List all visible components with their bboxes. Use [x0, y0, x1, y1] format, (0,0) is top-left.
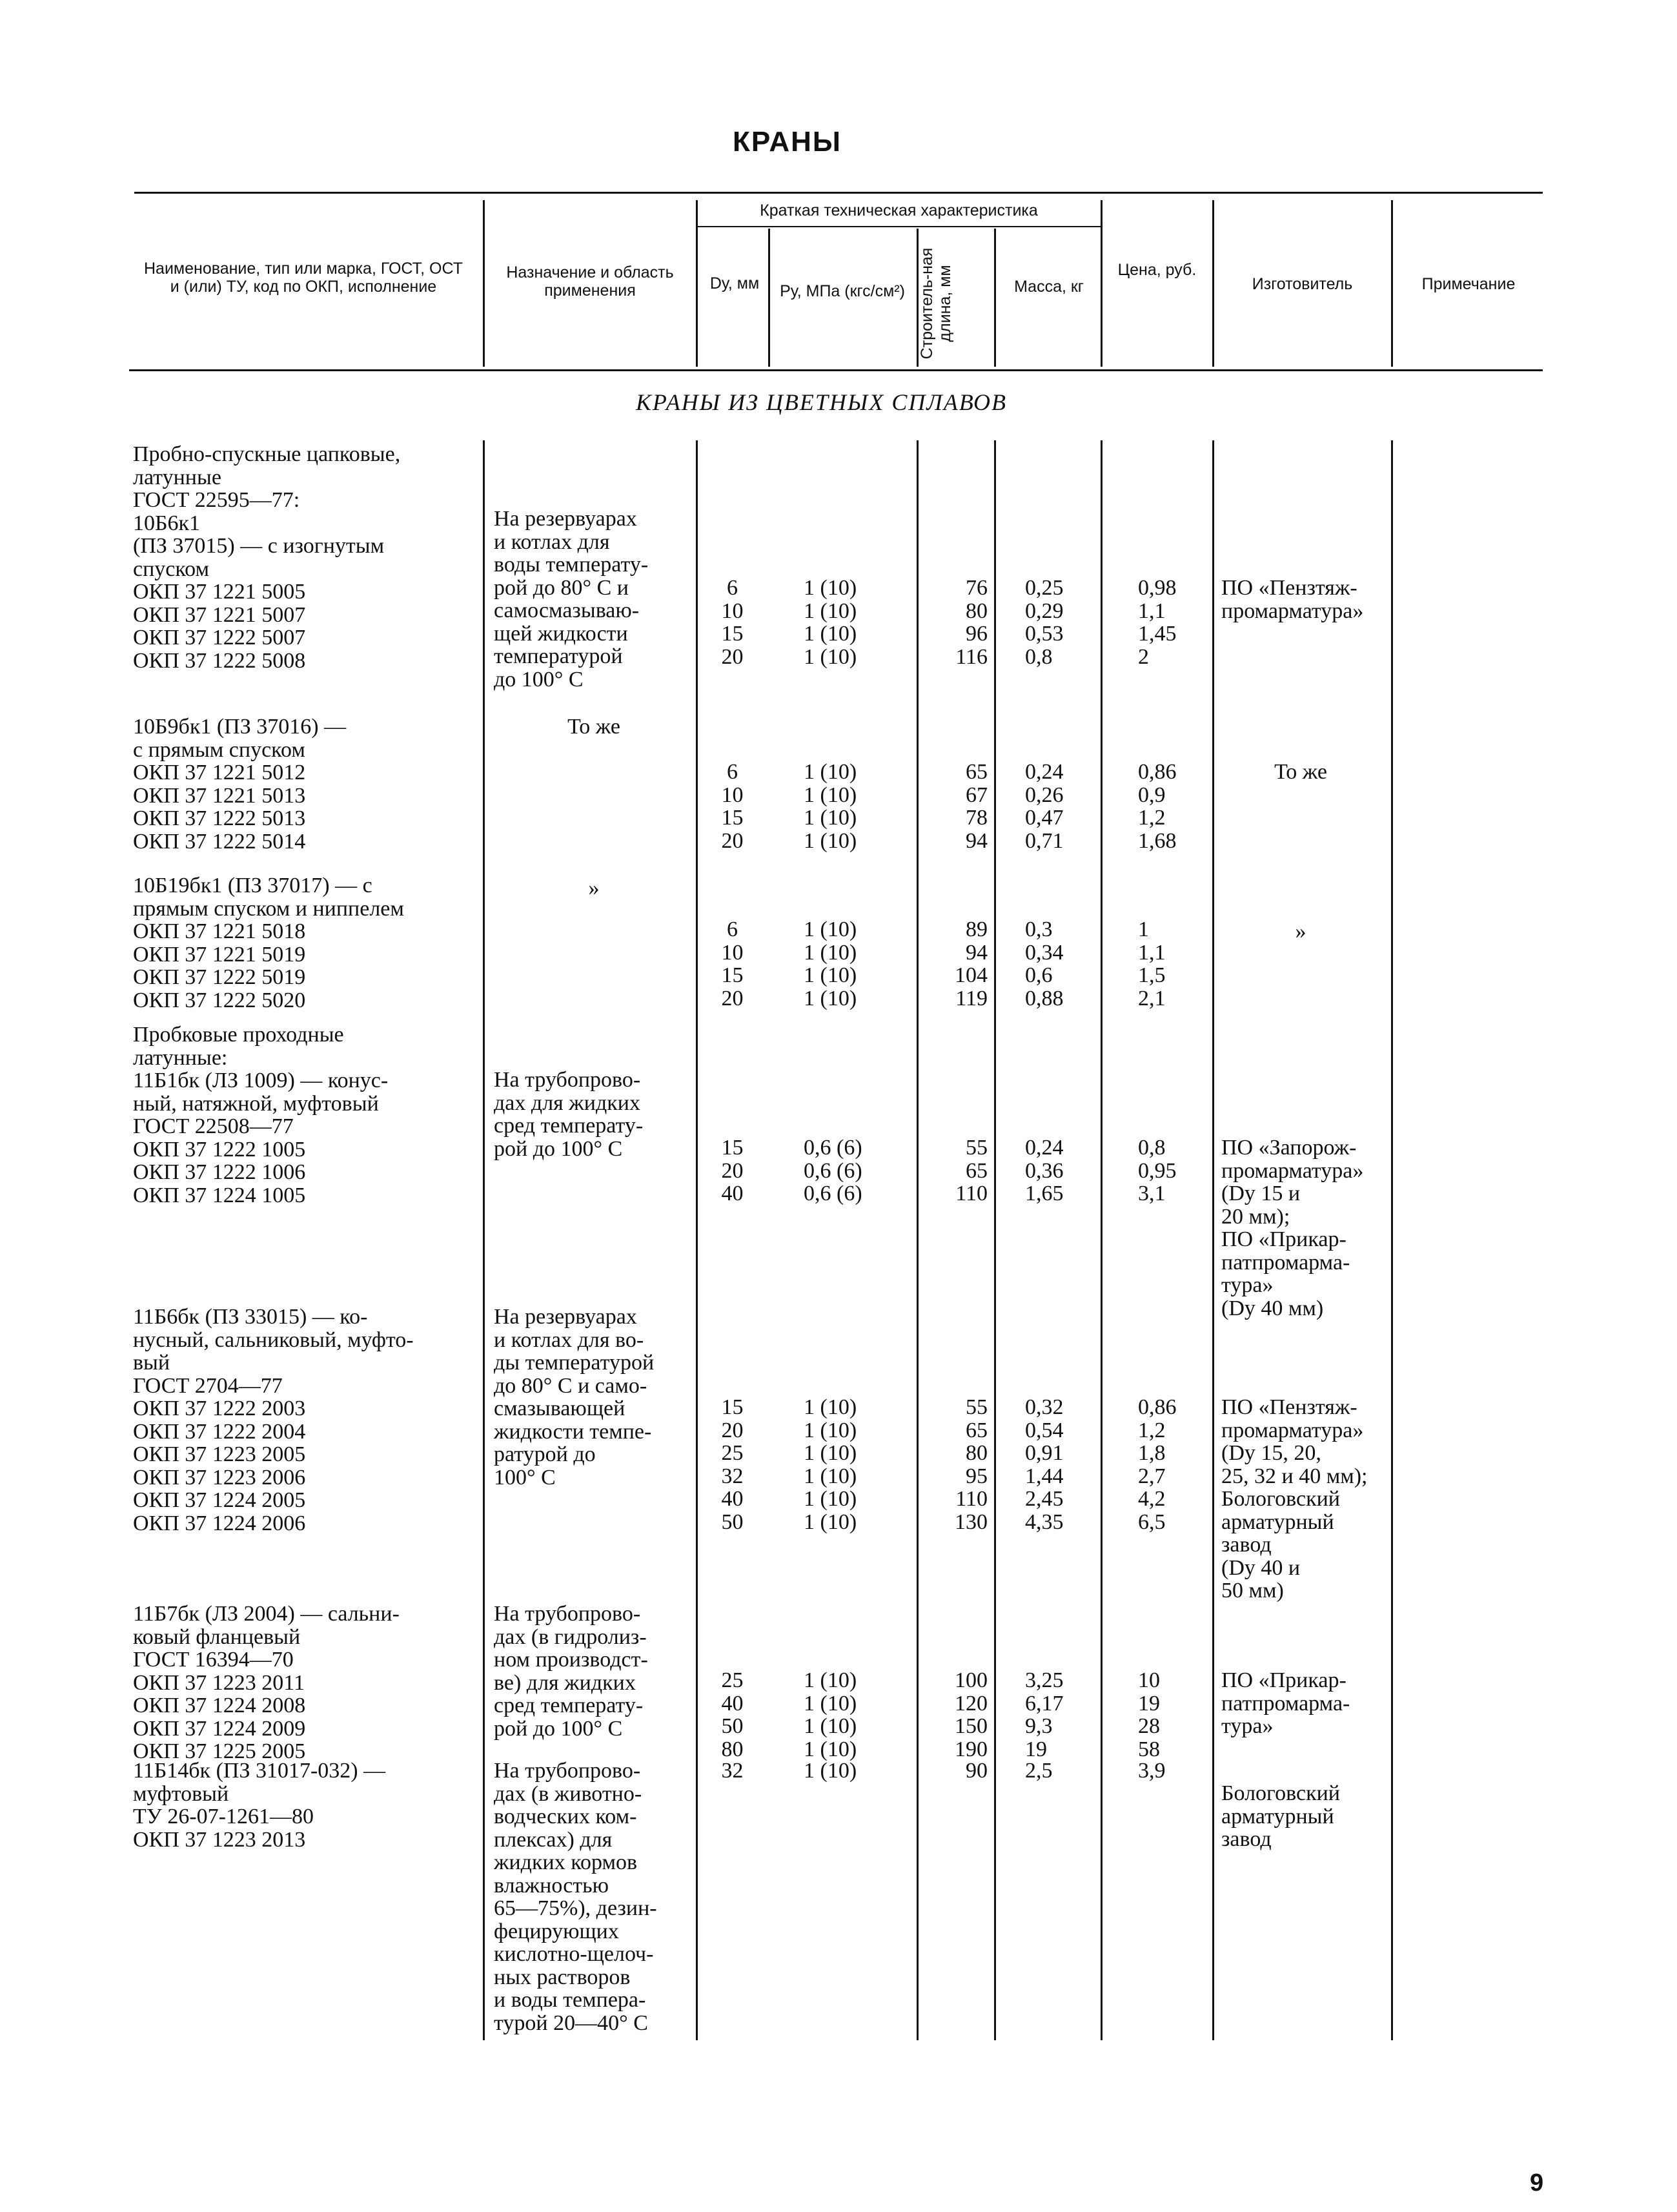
row-dn: 32	[721, 1759, 744, 1783]
row-price: 1 1,1 1,5 2,1	[1138, 917, 1166, 1010]
header-purpose: Назначение и область применения	[506, 263, 674, 300]
header-divider	[1101, 200, 1103, 367]
body-divider	[1101, 440, 1103, 2040]
header-name: Наименование, тип или марка, ГОСТ, ОСТ и (или) ТУ, код по ОКП, исполнение	[144, 260, 463, 296]
header-pn: Pу, МПа (кгс/см²)	[780, 282, 905, 300]
row-price: 3,9	[1138, 1759, 1166, 1783]
header-price: Цена, руб.	[1117, 261, 1197, 279]
row-mass: 2,5	[1025, 1759, 1053, 1783]
page-title: КРАНЫ	[733, 126, 842, 158]
row-mass: 0,24 0,36 1,65	[1025, 1136, 1064, 1205]
row-dn: 15 20 40	[721, 1136, 744, 1205]
row-pn: 1 (10)	[804, 1759, 857, 1783]
spec-group-rule	[697, 226, 1101, 227]
row-purpose: На трубопрово- дах (в гидролиз- ном производст- ве) для жидких сред температу- рой до 100° С	[494, 1602, 648, 1741]
row-length: 90	[966, 1759, 988, 1783]
row-maker: Бологовский арматурный завод	[1221, 1781, 1340, 1851]
row-maker: ПО «Запорож- промарматура» (Dу 15 и 20 мм); ПО «Прикар- патпромарма- тура» (Dу 40 мм)	[1221, 1136, 1364, 1320]
row-name: 10Б9бк1 (ПЗ 37016) — с прямым спуском ОКП 37 1221 5012 ОКП 37 1221 5013 ОКП 37 1222 5013 ОКП 37 1222 5014	[133, 715, 347, 854]
row-length: 55 65 110	[955, 1136, 988, 1205]
header-divider	[696, 200, 698, 367]
header-top-rule	[134, 192, 1543, 194]
header-divider	[1212, 200, 1214, 367]
row-pn: 1 (10) 1 (10) 1 (10) 1 (10)	[804, 760, 857, 853]
section-title: КРАНЫ ИЗ ЦВЕТНЫХ СПЛАВОВ	[636, 389, 1007, 415]
row-mass: 3,25 6,17 9,3 19	[1025, 1668, 1064, 1761]
body-divider	[994, 440, 996, 2040]
header-divider	[483, 200, 485, 367]
row-maker: ПО «Пензтяж- промарматура»	[1221, 576, 1364, 623]
row-mass: 0,24 0,26 0,47 0,71	[1025, 760, 1064, 853]
header-divider	[994, 229, 996, 367]
body-divider	[1212, 440, 1214, 2040]
row-name: 11Б7бк (ЛЗ 2004) — сальни- ковый фланцевый ГОСТ 16394—70 ОКП 37 1223 2011 ОКП 37 1224 2008 ОКП 37 1224 2009 ОКП 37 1225 2005	[133, 1602, 400, 1763]
header-divider	[768, 229, 770, 367]
row-mass: 0,32 0,54 0,91 1,44 2,45 4,35	[1025, 1395, 1064, 1534]
row-maker: »	[1295, 919, 1306, 943]
row-pn: 1 (10) 1 (10) 1 (10) 1 (10) 1 (10) 1 (10)	[804, 1395, 857, 1534]
row-purpose: На трубопрово- дах (в животно- водческих ком- плексах) для жидких кормов влажностью 65—75%), дезин- фецирующих кислотно-щелоч- ных растворов и воды темпера- турой 20—40° С	[494, 1759, 657, 2035]
body-divider	[917, 440, 919, 2040]
row-length: 65 67 78 94	[966, 760, 988, 853]
row-price: 0,98 1,1 1,45 2	[1138, 576, 1177, 669]
row-dn: 6 10 15 20	[721, 576, 744, 669]
row-name: Пробковые проходные латунные: 11Б1бк (ЛЗ 1009) — конус- ный, натяжной, муфтовый ГОСТ 22508—77 ОКП 37 1222 1005 ОКП 37 1222 1006 ОКП 37 1224 1005	[133, 1023, 389, 1207]
row-pn: 1 (10) 1 (10) 1 (10) 1 (10)	[804, 576, 857, 669]
row-pn: 0,6 (6) 0,6 (6) 0,6 (6)	[804, 1136, 862, 1205]
header-dn: Dу, мм	[709, 274, 760, 292]
row-name: 10Б19бк1 (ПЗ 37017) — с прямым спуском и ниппелем ОКП 37 1221 5018 ОКП 37 1221 5019 ОКП 37 1222 5019 ОКП 37 1222 5020	[133, 874, 404, 1012]
row-purpose: »	[588, 876, 600, 900]
row-purpose: То же	[567, 715, 620, 739]
row-price: 0,86 1,2 1,8 2,7 4,2 6,5	[1138, 1395, 1177, 1534]
header-spec-group: Краткая техническая характеристика	[760, 201, 1038, 220]
row-purpose: На резервуарах и котлах для воды температу- рой до 80° С и самосмазываю- щей жидкости температурой до 100° С	[494, 507, 649, 691]
row-pn: 1 (10) 1 (10) 1 (10) 1 (10)	[804, 1668, 857, 1761]
row-name: 11Б6бк (ПЗ 33015) — ко- нусный, сальниковый, муфто- вый ГОСТ 2704—77 ОКП 37 1222 2003 ОКП 37 1222 2004 ОКП 37 1223 2005 ОКП 37 1223 2006 ОКП 37 1224 2005 ОКП 37 1224 2006	[133, 1305, 414, 1535]
row-maker: То же	[1274, 760, 1327, 784]
row-pn: 1 (10) 1 (10) 1 (10) 1 (10)	[804, 917, 857, 1010]
row-name: 11Б14бк (ПЗ 31017-032) — муфтовый ТУ 26-07-1261—80 ОКП 37 1223 2013	[133, 1759, 386, 1852]
row-price: 10 19 28 58	[1138, 1668, 1160, 1761]
header-divider	[1391, 200, 1393, 367]
row-length: 76 80 96 116	[955, 576, 988, 669]
header-mass: Масса, кг	[1014, 278, 1084, 296]
row-purpose: На трубопрово- дах для жидких сред температу- рой до 100° С	[494, 1068, 644, 1161]
row-purpose: На резервуарах и котлах для во- ды температурой до 80° С и само- смазывающей жидкости темпе- ратурой до 100° С	[494, 1305, 655, 1490]
header-bottom-rule	[129, 369, 1543, 371]
body-divider	[483, 440, 485, 2040]
row-price: 0,8 0,95 3,1	[1138, 1136, 1177, 1205]
row-dn: 6 10 15 20	[721, 760, 744, 853]
row-dn: 15 20 25 32 40 50	[721, 1395, 744, 1534]
row-maker: ПО «Прикар- патпромарма- тура»	[1221, 1668, 1350, 1738]
row-price: 0,86 0,9 1,2 1,68	[1138, 760, 1177, 853]
row-mass: 0,25 0,29 0,53 0,8	[1025, 576, 1064, 669]
body-divider	[1391, 440, 1393, 2040]
row-dn: 25 40 50 80	[721, 1668, 744, 1761]
row-maker: ПО «Пензтяж- промарматура» (Dу 15, 20, 25, 32 и 40 мм); Бологовский арматурный завод (Dу 40 и 50 мм)	[1221, 1395, 1368, 1603]
header-maker: Изготовитель	[1252, 275, 1353, 293]
row-name: Пробно-спускные цапковые, латунные ГОСТ 22595—77: 10Б6к1 (ПЗ 37015) — с изогнутым спуском ОКП 37 1221 5005 ОКП 37 1221 5007 ОКП 37 1222 5007 ОКП 37 1222 5008	[133, 442, 401, 673]
row-length: 100 120 150 190	[955, 1668, 988, 1761]
header-length: Строитель-ная длина, мм	[918, 247, 954, 360]
row-dn: 6 10 15 20	[721, 917, 744, 1010]
row-mass: 0,3 0,34 0,6 0,88	[1025, 917, 1064, 1010]
page-number: 9	[1530, 2169, 1544, 2197]
body-divider	[696, 440, 698, 2040]
row-length: 89 94 104 119	[955, 917, 988, 1010]
header-note: Примечание	[1421, 275, 1516, 293]
row-length: 55 65 80 95 110 130	[955, 1395, 988, 1534]
